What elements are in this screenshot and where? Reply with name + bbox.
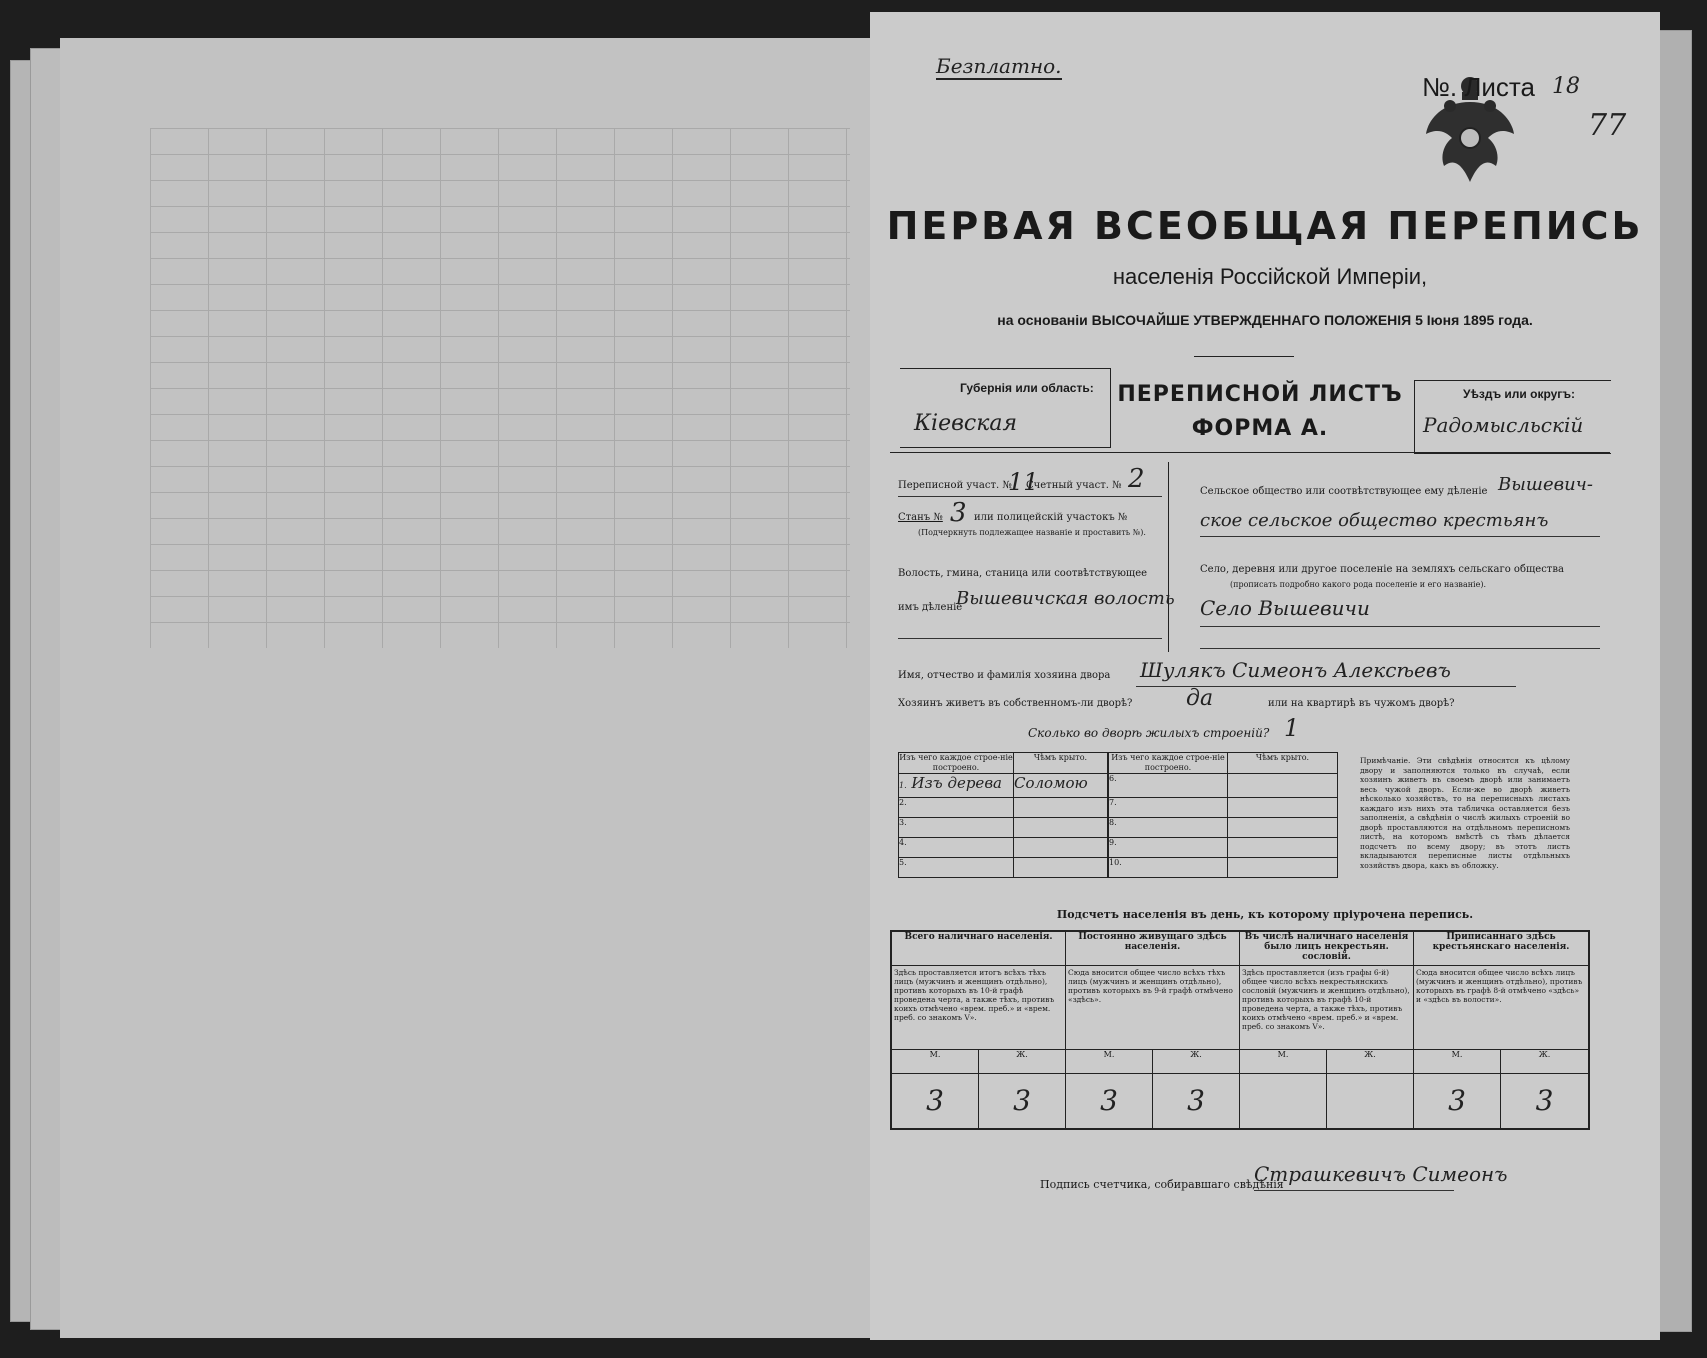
buildings-value: 1 bbox=[1284, 714, 1300, 742]
count-noncrest-m bbox=[1240, 1073, 1327, 1129]
selo-value: Село Вышевичи bbox=[1200, 596, 1370, 620]
form-main-title: ПЕРВАЯ ВСЕОБЩАЯ ПЕРЕПИСЬ bbox=[886, 204, 1644, 248]
uezd-value: Радомысльскій bbox=[1423, 413, 1584, 437]
left-page bbox=[60, 38, 872, 1338]
building-table-left: Изъ чего каждое строе-ніе построено. Чѣмъ крыто. 1. Изъ дерева Соломою 2. 3. 4. 5. bbox=[898, 752, 1108, 878]
list-title: ПЕРЕПИСНОЙ ЛИСТЪ bbox=[1117, 382, 1403, 407]
guberniya-box: Губернія или область: Кіевская bbox=[900, 368, 1111, 448]
row1-material: Изъ дерева bbox=[911, 774, 1002, 792]
schet-uch-value: 2 bbox=[1128, 464, 1145, 494]
count-noncrest-zh bbox=[1327, 1073, 1414, 1129]
count-permanent-m: 3 bbox=[1066, 1073, 1153, 1129]
row1-roof: Соломою bbox=[1014, 774, 1108, 798]
note-text: Примѣчаніе. Эти свѣдѣнія относятся къ цѣлому двору и заполняются только въ случаѣ, если хозяинъ живетъ въ своемъ дворѣ или занимаетъ весь чужой дворъ. Если-же во дворѣ живетъ нѣсколько хозяйствъ, то на переписныхъ листахъ каждаго изъ нихъ эта табличка оставляется безъ заполненія, а свѣдѣнія о числѣ жилыхъ строеній во дворѣ проставляются на отдѣльномъ переписномъ листѣ, на которомъ вмѣстѣ съ тѣмъ дѣлается подсчетъ по всему двору; въ этотъ листъ вкладываются переписные листы отдѣльныхъ хозяйствъ двора, какъ въ обложку. bbox=[1360, 756, 1570, 870]
guberniya-value: Кіевская bbox=[914, 411, 1018, 436]
form-subtitle: населенія Россійской Имперіи, bbox=[1112, 264, 1428, 289]
form-label: ФОРМА А. bbox=[1191, 416, 1329, 441]
census-form-page: Безплатно. №. Листа 18 77 ПЕРВАЯ ВСЕОБЩАЯ ПЕРЕПИСЬ населенія Россійской Имперіи, на основаніи ВЫСОЧАЙШЕ УТВЕРЖДЕННАГО ПОЛОЖЕНІЯ 5 Іюня 1895 года. Губернія или область: Кіевская ПЕРЕПИСНОЙ ЛИСТЪ ФОРМА А. Уѣздъ или округъ: Радомысльскій Переписной участ. № 11 Счетный участ. № 2 Станъ № 3 или полицейскій участокъ № (Подчеркнуть подлежащее названіе и проставить №). Волость, гмина, станица или соотвѣтствующее имъ дѣленіе Вышевичская волость Сельское общество или соотвѣтствующее ему дѣленіе Вышевич- ское сельское общество крестьянъ Село, деревня или другое поселеніе на земляхъ сельскаго общества (прописать подробно какого рода поселеніе и его названіе). Село Вышевичи Имя, отчество и фамилія хозяина двора Шулякъ Симеонъ Алексѣевъ Хозяинъ живетъ въ собственномъ-ли дворѣ? да или на квартирѣ въ чужомъ дворѣ? Сколько во дворѣ жилыхъ строеній? 1 Изъ чего каждое строе-ніе построено. Чѣмъ крыто. 1. Изъ дерева Соломою 2. 3. 4. 5. Изъ чего каждое строе-ніе построено. Чѣмъ крыто. 6. 7. 8. 9. 10. Примѣчаніе. Эти свѣдѣнія относятся къ цѣлому двору и заполняются только въ случаѣ, если хозяинъ живетъ въ своемъ дворѣ или занимаетъ весь чужой дворъ. Если-же во дворѣ живетъ нѣсколько хозяйствъ, то на переписныхъ листахъ каждаго изъ нихъ эта табличка оставляется безъ заполненія, а свѣдѣнія о числѣ жилыхъ строеній во дворѣ проставляются на отдѣльномъ переписномъ листѣ, на которомъ вмѣстѣ съ тѣмъ дѣлается подсчетъ по всему двору; въ этотъ листъ вкладываются переписные листы отдѣльныхъ хозяйствъ двора, какъ въ обложку. Подсчетъ населенія въ день, къ которому пріурочена перепись. Всего наличнаго населенія. Постоянно живущаго здѣсь населенія. Въ числѣ наличнаго населенія было лицъ некрестьян. сословій. Приписаннаго здѣсь крестьянскаго населенія. Здѣсь проставляется итогъ всѣхъ тѣхъ лицъ (мужчинъ и женщинъ отдѣльно), противъ которыхъ въ 10-й графѣ проведена черта, а также тѣхъ, противъ коихъ отмѣчено «врем. преб.» и «врем. преб. со знакомъ V». Сюда вносится общее число всѣхъ тѣхъ лицъ (мужчинъ и женщинъ отдѣльно), противъ которыхъ въ 9-й графѣ отмѣчено «здѣсь». Здѣсь проставляется (изъ графы 6-й) общее число всѣхъ некрестьянскихъ сословій (мужчинъ и женщинъ отдѣльно), противъ которыхъ въ графѣ 10-й проведена черта, а также тѣхъ, противъ коихъ отмѣчено «врем. преб.» и «врем. преб. со знакомъ V». Сюда вносится общее число всѣхъ лицъ (мужчинъ и женщинъ отдѣльно), противъ которыхъ въ графѣ 8-й отмѣчено «здѣсь» и «здѣсь въ волости». М. Ж. М. Ж. М. Ж. М. Ж. 3 3 3 3 3 3 Подпись счетчика, собиравшаго свѣдѣнія Страшкевичъ Симеонъ bbox=[870, 12, 1660, 1340]
page-number-handwritten: 77 bbox=[1588, 108, 1627, 143]
count-ascribed-zh: 3 bbox=[1501, 1073, 1590, 1129]
count-permanent-zh: 3 bbox=[1153, 1073, 1240, 1129]
ornament-divider bbox=[1194, 356, 1294, 357]
count-title: Подсчетъ населенія въ день, къ которому пріурочена перепись. bbox=[1056, 908, 1474, 921]
volost-value: Вышевичская волость bbox=[956, 588, 1175, 609]
own-yard-value: да bbox=[1186, 686, 1214, 711]
count-total-zh: 3 bbox=[979, 1073, 1066, 1129]
uezd-box: Уѣздъ или округъ: Радомысльскій bbox=[1414, 380, 1611, 454]
count-total-m: 3 bbox=[891, 1073, 979, 1129]
sheet-no-label: №. Листа bbox=[1422, 72, 1536, 102]
column-divider bbox=[1168, 462, 1169, 652]
owner-value: Шулякъ Симеонъ Алексѣевъ bbox=[1140, 658, 1451, 682]
bleed-through-grid bbox=[150, 128, 850, 648]
count-ascribed-m: 3 bbox=[1414, 1073, 1501, 1129]
signature-value: Страшкевичъ Симеонъ bbox=[1254, 1162, 1508, 1186]
sel-obsh-value-1: Вышевич- bbox=[1498, 474, 1593, 495]
sheet-no-value: 18 bbox=[1552, 74, 1580, 99]
stan-value: 3 bbox=[950, 498, 967, 528]
sel-obsh-value-2: ское сельское общество крестьянъ bbox=[1200, 510, 1549, 531]
form-basis: на основаніи ВЫСОЧАЙШЕ УТВЕРЖДЕННАГО ПОЛОЖЕНІЯ 5 Іюня 1895 года. bbox=[997, 312, 1533, 328]
building-table-right: Изъ чего каждое строе-ніе построено. Чѣмъ крыто. 6. 7. 8. 9. 10. bbox=[1108, 752, 1338, 878]
count-table: Всего наличнаго населенія. Постоянно живущаго здѣсь населенія. Въ числѣ наличнаго населенія было лицъ некрестьян. сословій. Приписаннаго здѣсь крестьянскаго населенія. Здѣсь проставляется итогъ всѣхъ тѣхъ лицъ (мужчинъ и женщинъ отдѣльно), противъ которыхъ въ 10-й графѣ проведена черта, а также тѣхъ, противъ коихъ отмѣчено «врем. преб.» и «врем. преб. со знакомъ V». Сюда вносится общее число всѣхъ тѣхъ лицъ (мужчинъ и женщинъ отдѣльно), противъ которыхъ въ 9-й графѣ отмѣчено «здѣсь». Здѣсь проставляется (изъ графы 6-й) общее число всѣхъ некрестьянскихъ сословій (мужчинъ и женщинъ отдѣльно), противъ которыхъ въ графѣ 10-й проведена черта, а также тѣхъ, противъ коихъ отмѣчено «врем. преб.» и «врем. преб. со знакомъ V». Сюда вносится общее число всѣхъ лицъ (мужчинъ и женщинъ отдѣльно), противъ которыхъ въ графѣ 8-й отмѣчено «здѣсь» и «здѣсь въ волости». М. Ж. М. Ж. М. Ж. М. Ж. 3 3 3 3 3 3 bbox=[890, 930, 1590, 1130]
perepis-uch-value: 11 bbox=[1008, 468, 1039, 496]
free-label: Безплатно. bbox=[936, 54, 1062, 78]
